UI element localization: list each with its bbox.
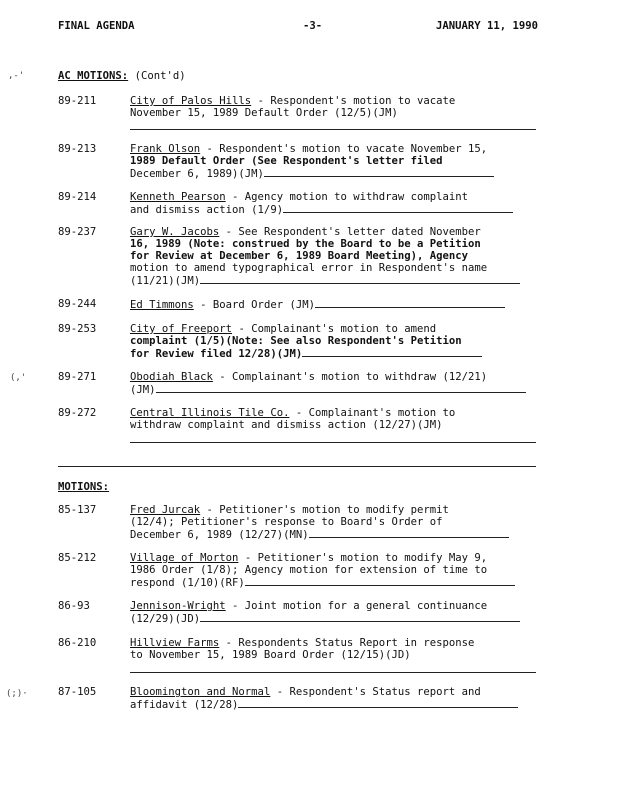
margin-mark: (,' [10,373,27,383]
entry-line: - Respondents Status Report in response [219,637,475,649]
party-name: Gary W. Jacobs [130,226,220,238]
docket-number: 85-212 [58,552,97,564]
fill-line [200,274,520,284]
entry-text [130,226,536,286]
fill-line [302,347,482,357]
entry-line: December 6, 1989 (12/27)(MN) [130,529,309,540]
entry-text [130,323,536,359]
entry-line: complaint (1/5)(Note: See also Respondent's Petition [130,335,462,347]
party-name: City of Freeport [130,323,233,335]
entry-text [130,600,536,624]
divider-line [130,129,536,130]
entry-line: motion to amend typographical error in Respondent's name [130,262,488,274]
page-header [58,20,538,34]
entry-line: December 6, 1989)(JM) [130,168,264,179]
fill-line [245,576,515,586]
entry-line: (11/21)(JM) [130,275,201,286]
page-number: -3- [303,20,323,32]
party-name: Kenneth Pearson [130,191,226,203]
party-name: Village of Morton [130,552,239,564]
docket-number: 89-272 [58,407,97,419]
entry-line: - Board Order (JM) [193,299,315,310]
docket-number: 85-137 [58,504,97,516]
entry-text [130,191,536,215]
margin-mark: ,-' [8,71,25,81]
ac-motions-heading [58,70,186,82]
ac-motions-title: AC MOTIONS: [58,70,129,82]
entry-line: affidavit (12/28) [130,699,239,710]
party-name: Frank Olson [130,143,201,155]
entry-line: - Complainant's motion to [289,407,456,419]
ac-motions-suffix: (Cont'd) [134,70,186,82]
section-divider [58,466,536,467]
entry-line: (JM) [130,384,156,395]
entry-line: - See Respondent's letter dated November [219,226,481,238]
fill-line [309,528,509,538]
party-name: Hillview Farms [130,637,220,649]
motions-heading [58,481,109,493]
fill-line [283,203,513,213]
entry-line: - Complainant's motion to withdraw (12/21) [212,371,488,383]
entry-line: - Petitioner's motion to modify May 9, [238,552,488,564]
entry-line: to November 15, 1989 Board Order (12/15)(JD) [130,649,411,661]
entry-text [130,298,536,310]
entry-text [130,504,536,540]
margin-mark: (;)· [6,689,28,699]
entry-line: respond (1/10)(RF) [130,577,245,588]
entry-line: 1989 Default Order (See Respondent's letter filed [130,155,443,167]
docket-number: 89-271 [58,371,97,383]
entry-line: 1986 Order (1/8); Agency motion for extension of time to [130,564,488,576]
divider-line [130,672,536,673]
entry-line: withdraw complaint and dismiss action (12/27)(JM) [130,419,443,431]
party-name: Central Illinois Tile Co. [130,407,290,419]
docket-number: 89-213 [58,143,97,155]
motions-title: MOTIONS: [58,481,110,493]
fill-line [264,167,494,177]
docket-number: 89-244 [58,298,97,310]
entry-line: for Review filed 12/28)(JM) [130,348,303,359]
fill-line [200,612,520,622]
entry-line: and dismiss action (1/9) [130,204,284,215]
entry-line: 16, 1989 (Note: construed by the Board to be a Petition [130,238,481,250]
entry-line: (12/29)(JD) [130,613,201,624]
entry-line: November 15, 1989 Default Order (12/5)(JM) [130,107,398,119]
divider-line [130,442,536,443]
entry-line: - Respondent's Status report and [270,686,481,698]
entry-line: - Agency motion to withdraw complaint [225,191,469,203]
fill-line [238,698,518,708]
docket-number: 89-211 [58,95,97,107]
party-name: Fred Jurcak [130,504,201,516]
entry-line: for Review at December 6, 1989 Board Meeting), Agency [130,250,469,262]
entry-line: - Petitioner's motion to modify permit [200,504,449,516]
docket-number: 87-105 [58,686,97,698]
header-date: JANUARY 11, 1990 [435,20,538,32]
entry-text [130,407,536,431]
entry-line: - Respondent's motion to vacate [251,95,456,107]
entry-line: - Complainant's motion to amend [232,323,437,335]
entry-line: (12/4); Petitioner's response to Board's Order of [130,516,443,528]
docket-number: 86-210 [58,637,97,649]
header-title: FINAL AGENDA [58,20,135,32]
fill-line [315,298,505,308]
entry-line: - Respondent's motion to vacate November 15, [200,143,488,155]
docket-number: 89-214 [58,191,97,203]
entry-text [130,143,536,179]
party-name: Jennison-Wright [130,600,226,612]
party-name: Bloomington and Normal [130,686,271,698]
entry-text [130,371,536,395]
party-name: City of Palos Hills [130,95,252,107]
docket-number: 89-237 [58,226,97,238]
entry-text [130,686,536,710]
entry-line: - Joint motion for a general continuance [225,600,488,612]
fill-line [156,383,526,393]
entry-text [130,637,536,661]
docket-number: 89-253 [58,323,97,335]
party-name: Ed Timmons [130,299,194,310]
party-name: Obodiah Black [130,371,213,383]
entry-text [130,552,536,588]
docket-number: 86-93 [58,600,90,612]
entry-text [130,95,536,119]
